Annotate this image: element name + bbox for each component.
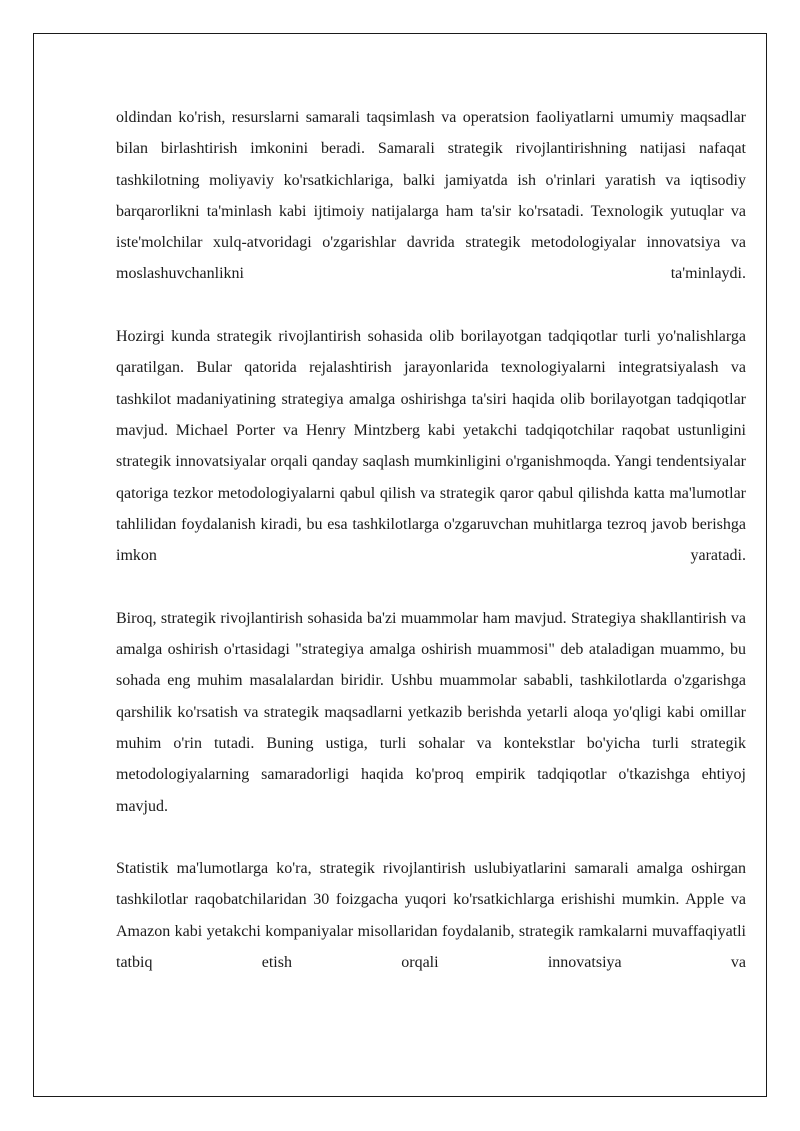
document-body — [116, 102, 746, 978]
paragraph-4: Statistik ma'lumotlarga ko'ra, strategik rivojlantirish uslubiyatlarini samarali amalga oshirgan tashkilotlar raqobatchilaridan 30 foizgacha yuqori ko'rsatkichlarga erishishi mumkin. Apple va Amazon kabi yetakchi kompaniyalar misollaridan foydalanib, strategik ramkalarni muvaffaqiyatli tatbiq etish orqali innovatsiya va — [116, 860, 746, 972]
paragraph-2: Hozirgi kunda strategik rivojlantirish sohasida olib borilayotgan tadqiqotlar turli yo'nalishlarga qaratilgan. Bular qatorida rejalashtirish jarayonlarida texnologiyalarni integratsiyalash va tashkilot madaniyatining strategiya amalga oshirishga ta'siri haqida olib borilayotgan tadqiqotlar mavjud. Michael Porter va Henry Mintzberg kabi yetakchi tadqiqotchilar raqobat ustunligini strategik innovatsiyalar orqali qanday saqlash mumkinligini o'rganishmoqda. Yangi tendentsiyalar qatoriga tezkor metodologiyalarni qabul qilish va strategik qaror qabul qilishda katta ma'lumotlar tahlilidan foydalanish kiradi, bu esa tashkilotlarga o'zgaruvchan muhitlarga tezroq javob berishga imkon yaratadi. — [116, 328, 746, 565]
paragraph-3: Biroq, strategik rivojlantirish sohasida ba'zi muammolar ham mavjud. Strategiya shakllantirish va amalga oshirish o'rtasidagi "strategiya amalga oshirish muammosi" deb ataladigan muammo, bu sohada eng muhim masalalardan biridir. Ushbu muammolar sababli, tashkilotlarda o'zgarishga qarshilik ko'rsatish va strategik maqsadlarni yetkazib berishda yetarli aloqa yo'qligi kabi omillar muhim o'rin tutadi. Buning ustiga, turli sohalar va kontekstlar bo'yicha turli strategik metodologiyalarning samaradorligi haqida ko'proq empirik tadqiqotlar o'tkazishga ehtiyoj mavjud. — [116, 609, 746, 815]
paragraph-1: oldindan ko'rish, resurslarni samarali taqsimlash va operatsion faoliyatlarni umumiy maqsadlar bilan birlashtirish imkonini beradi. Samarali strategik rivojlantirishning natijasi nafaqat tashkilotning moliyaviy ko'rsatkichlariga, balki jamiyatda ish o'rinlari yaratish va iqtisodiy barqarorlikni ta'minlash kabi ijtimoiy natijalarga ham ta'sir ko'rsatadi. Texnologik yutuqlar va iste'molchilar xulq-atvoridagi o'zgarishlar davrida strategik metodologiyalar innovatsiya va moslashuvchanlikni ta'minlaydi. — [116, 109, 746, 283]
document-page — [33, 33, 767, 1097]
